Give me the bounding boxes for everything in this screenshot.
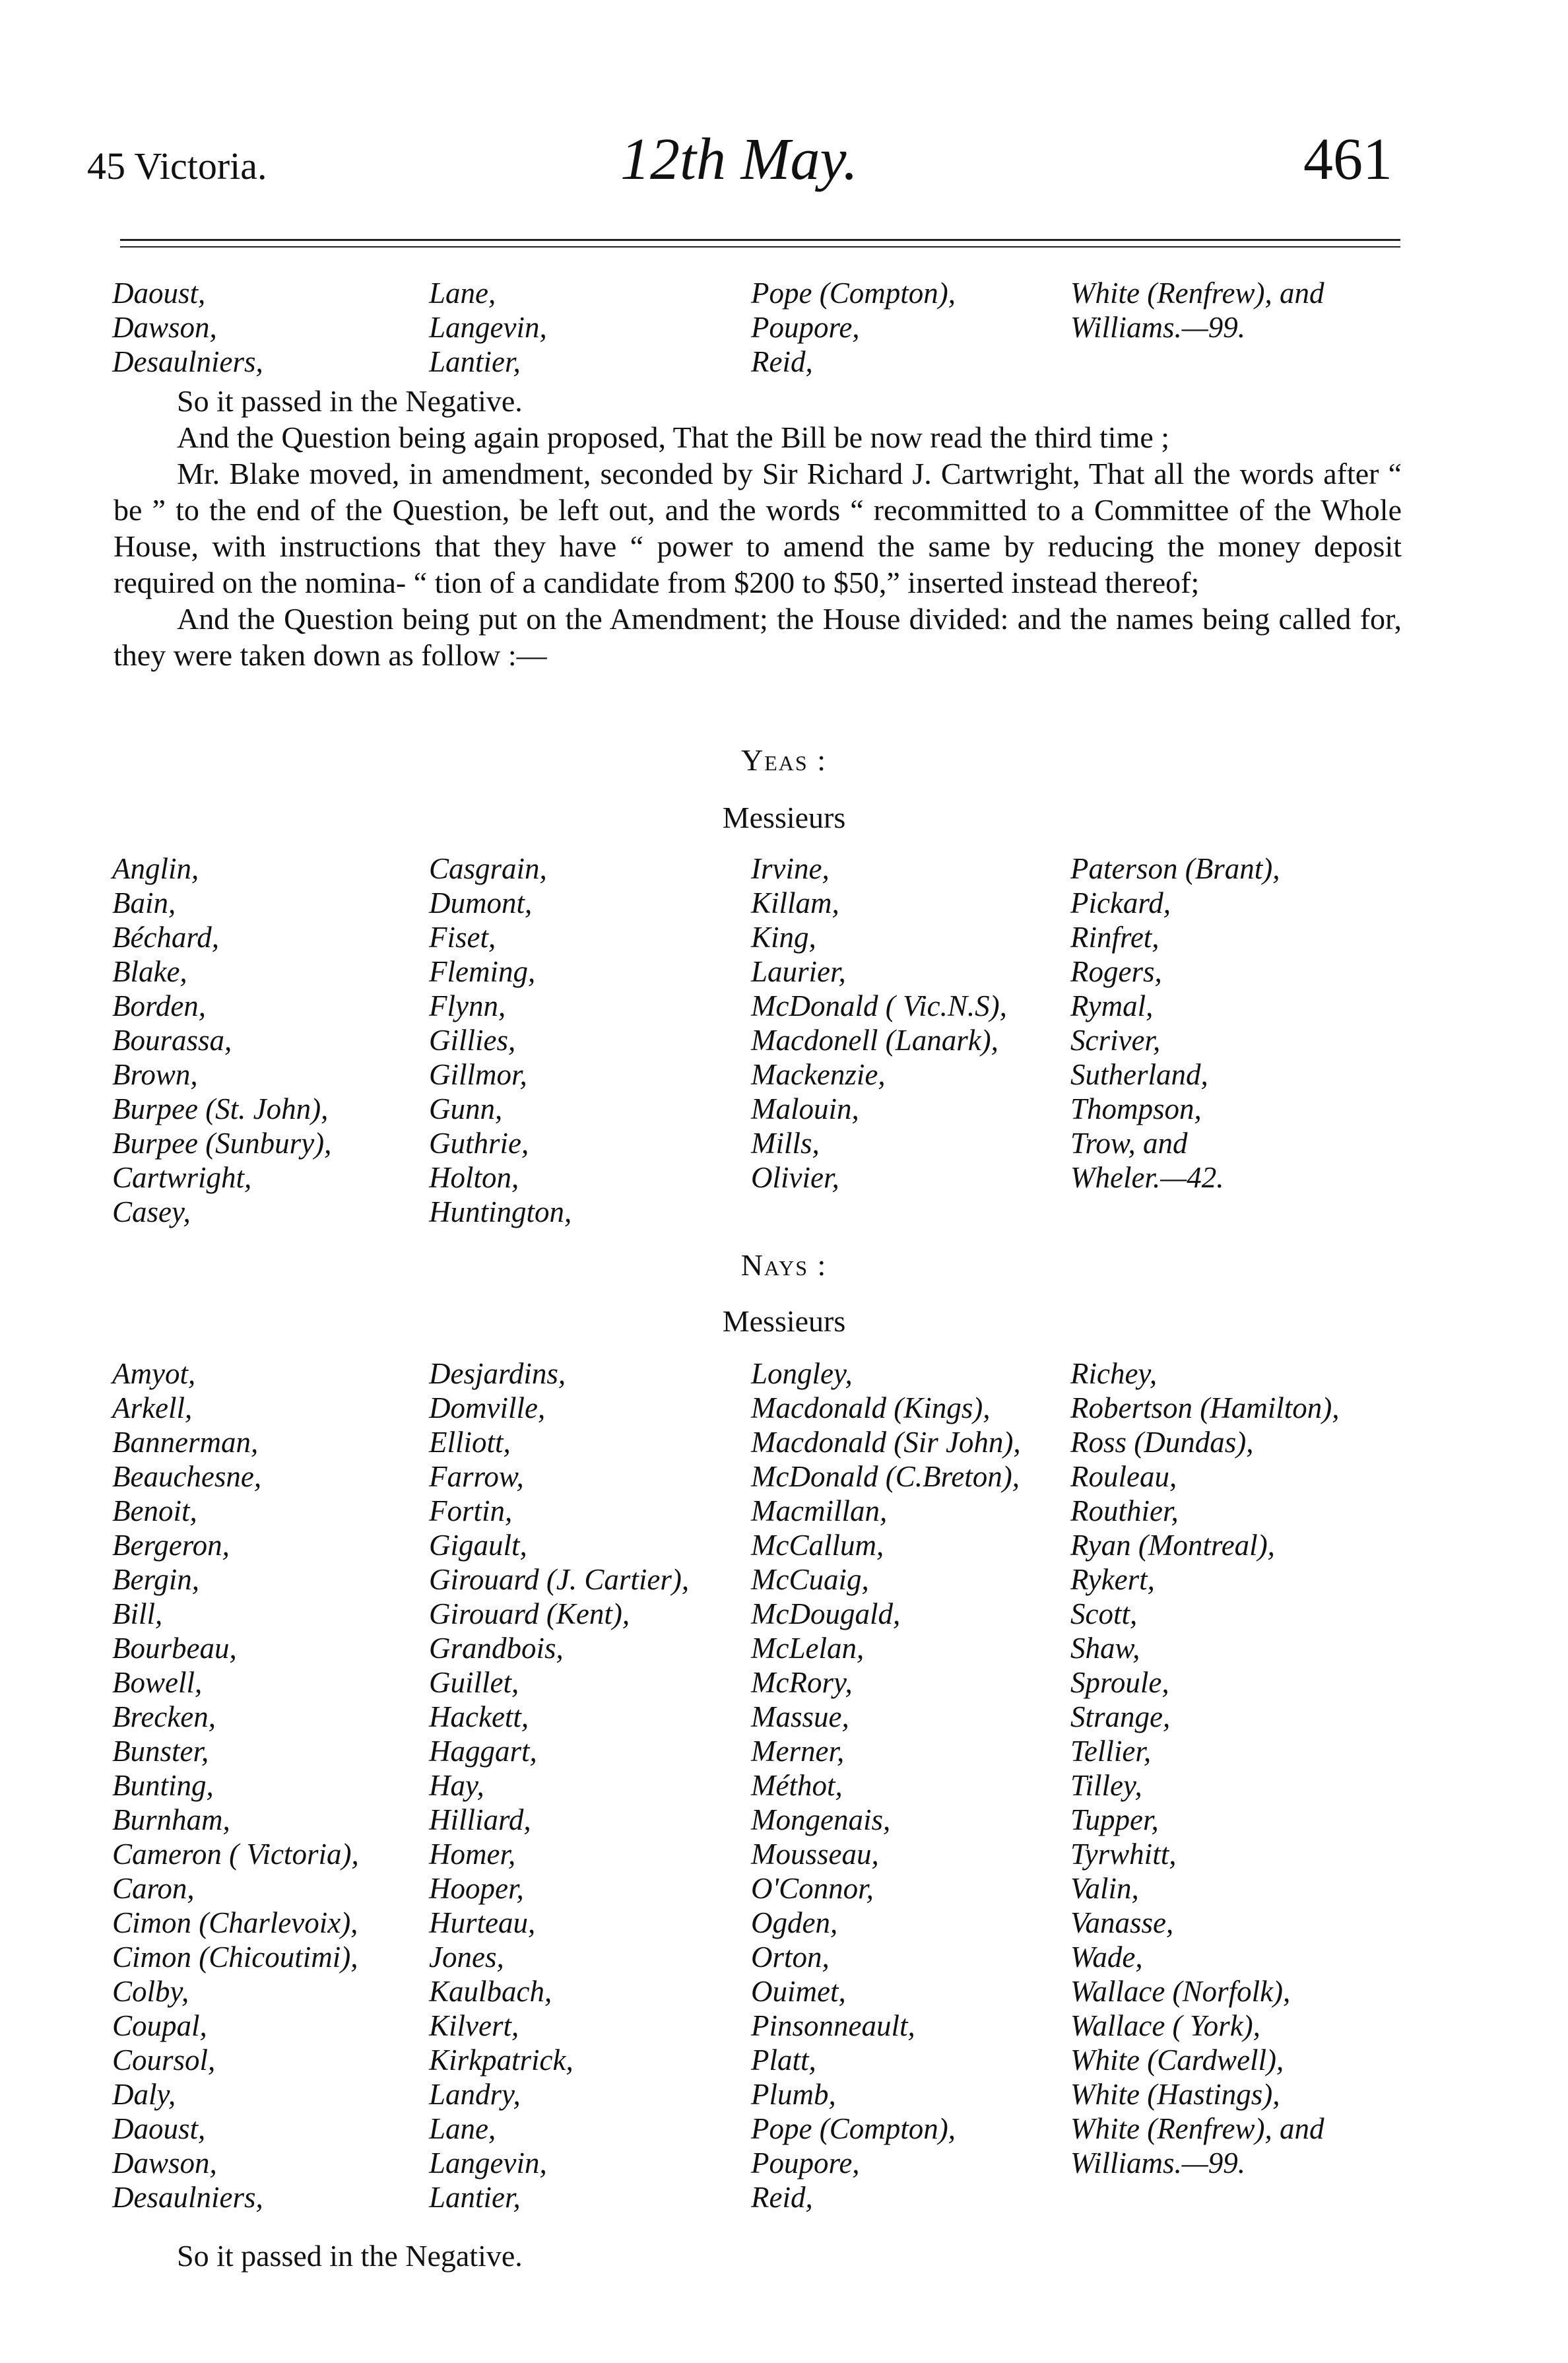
member-name: Wallace ( York), bbox=[1070, 2009, 1260, 2042]
member-name: Williams.—99. bbox=[1070, 311, 1246, 344]
member-name: Tilley, bbox=[1070, 1769, 1142, 1802]
member-name: Tellier, bbox=[1070, 1735, 1152, 1768]
member-name: Colby, bbox=[112, 1975, 189, 2008]
member-name: Blake, bbox=[112, 955, 187, 988]
member-name: Langevin, bbox=[429, 311, 547, 344]
member-name: Hay, bbox=[429, 1769, 484, 1802]
member-name: Ross (Dundas), bbox=[1070, 1426, 1254, 1459]
member-name: Cartwright, bbox=[112, 1161, 252, 1194]
member-name: White (Cardwell), bbox=[1070, 2044, 1284, 2077]
member-name: Fortin, bbox=[429, 1494, 513, 1527]
member-name: Shaw, bbox=[1070, 1632, 1140, 1665]
member-name: Desaulniers, bbox=[112, 345, 263, 378]
member-name: Burpee (St. John), bbox=[112, 1092, 329, 1125]
member-name: Domville, bbox=[429, 1391, 546, 1424]
continued-names-list bbox=[112, 276, 1425, 379]
member-name: White (Renfrew), and bbox=[1070, 2112, 1324, 2145]
member-name: Mills, bbox=[751, 1127, 820, 1160]
member-name: Coupal, bbox=[112, 2009, 207, 2042]
header-rule-top bbox=[120, 239, 1400, 241]
name-column bbox=[429, 851, 751, 1229]
member-name: Hooper, bbox=[429, 1872, 524, 1905]
member-name: Reid, bbox=[751, 345, 813, 378]
member-name: Brecken, bbox=[112, 1700, 216, 1733]
member-name: Gillies, bbox=[429, 1024, 516, 1057]
member-name: Langevin, bbox=[429, 2147, 547, 2180]
member-name: Mackenzie, bbox=[751, 1058, 886, 1091]
header-date: 12th May. bbox=[620, 127, 858, 192]
member-name: Landry, bbox=[429, 2078, 521, 2111]
member-name: Plumb, bbox=[751, 2078, 836, 2111]
member-name: Sutherland, bbox=[1070, 1058, 1208, 1091]
member-name: King, bbox=[751, 921, 816, 954]
member-name: Pope (Compton), bbox=[751, 2112, 956, 2145]
member-name: Bannerman, bbox=[112, 1426, 259, 1459]
member-name: Ogden, bbox=[751, 1906, 838, 1939]
name-column bbox=[1070, 1356, 1427, 2214]
member-name: Daoust, bbox=[112, 2112, 206, 2145]
member-name: Benoit, bbox=[112, 1494, 197, 1527]
name-column bbox=[1070, 276, 1427, 379]
yeas-heading: Yeas : bbox=[741, 743, 827, 777]
member-name: Lane, bbox=[429, 277, 496, 310]
member-name: Wheler.—42. bbox=[1070, 1161, 1224, 1194]
name-column bbox=[429, 276, 751, 379]
member-name: Longley, bbox=[751, 1357, 853, 1390]
member-name: Daoust, bbox=[112, 277, 206, 310]
member-name: Burnham, bbox=[112, 1803, 230, 1836]
member-name: White (Renfrew), and bbox=[1070, 277, 1324, 310]
member-name: Kilvert, bbox=[429, 2009, 519, 2042]
member-name: Méthot, bbox=[751, 1769, 843, 1802]
member-name: Cameron ( Victoria), bbox=[112, 1838, 359, 1871]
nays-heading: Nays : bbox=[740, 1248, 828, 1282]
name-column bbox=[112, 276, 429, 379]
member-name: McCuaig, bbox=[751, 1563, 869, 1596]
member-name: Huntington, bbox=[429, 1195, 572, 1228]
member-name: Macmillan, bbox=[751, 1494, 888, 1527]
member-name: Fiset, bbox=[429, 921, 496, 954]
member-name: Merner, bbox=[751, 1735, 845, 1768]
member-name: Wallace (Norfolk), bbox=[1070, 1975, 1291, 2008]
member-name: Trow, and bbox=[1070, 1127, 1188, 1160]
member-name: Gillmor, bbox=[429, 1058, 527, 1091]
member-name: Brown, bbox=[112, 1058, 198, 1091]
member-name: Bain, bbox=[112, 886, 176, 919]
member-name: Poupore, bbox=[751, 311, 860, 344]
member-name: Hilliard, bbox=[429, 1803, 531, 1836]
member-name: Wade, bbox=[1070, 1941, 1143, 1974]
member-name: Guthrie, bbox=[429, 1127, 529, 1160]
header-session: 45 Victoria. bbox=[87, 145, 267, 187]
member-name: Girouard (Kent), bbox=[429, 1597, 630, 1630]
member-name: Bergin, bbox=[112, 1563, 200, 1596]
member-name: Paterson (Brant), bbox=[1070, 852, 1280, 885]
member-name: Massue, bbox=[751, 1700, 849, 1733]
member-name: Bergeron, bbox=[112, 1529, 230, 1562]
paragraph-question: And the Question being again proposed, That the Bill be now read the third time ; bbox=[177, 420, 1170, 454]
proceedings-text bbox=[114, 383, 1402, 673]
member-name: Daly, bbox=[112, 2078, 176, 2111]
member-name: McCallum, bbox=[751, 1529, 884, 1562]
member-name: Killam, bbox=[751, 886, 839, 919]
member-name: Olivier, bbox=[751, 1161, 839, 1194]
member-name: Orton, bbox=[751, 1941, 830, 1974]
member-name: Elliott, bbox=[429, 1426, 511, 1459]
member-name: Grandbois, bbox=[429, 1632, 564, 1665]
member-name: Girouard (J. Cartier), bbox=[429, 1563, 690, 1596]
member-name: Homer, bbox=[429, 1838, 516, 1871]
member-name: Kaulbach, bbox=[429, 1975, 552, 2008]
member-name: Thompson, bbox=[1070, 1092, 1202, 1125]
member-name: Kirkpatrick, bbox=[429, 2044, 573, 2077]
member-name: Holton, bbox=[429, 1161, 519, 1194]
member-name: Amyot, bbox=[112, 1357, 196, 1390]
member-name: Caron, bbox=[112, 1872, 195, 1905]
member-name: Guillet, bbox=[429, 1666, 519, 1699]
member-name: Gunn, bbox=[429, 1092, 503, 1125]
member-name: Bunting, bbox=[112, 1769, 214, 1802]
member-name: Pinsonneault, bbox=[751, 2009, 915, 2042]
member-name: Strange, bbox=[1070, 1700, 1171, 1733]
member-name: Jones, bbox=[429, 1941, 504, 1974]
member-name: Dumont, bbox=[429, 886, 533, 919]
member-name: Casgrain, bbox=[429, 852, 547, 885]
member-name: Mousseau, bbox=[751, 1838, 879, 1871]
member-name: Ryan (Montreal), bbox=[1070, 1529, 1275, 1562]
member-name: Platt, bbox=[751, 2044, 816, 2077]
name-column bbox=[751, 1356, 1070, 2214]
yeas-names-list bbox=[112, 851, 1425, 1229]
member-name: Bourassa, bbox=[112, 1024, 232, 1057]
member-name: Williams.—99. bbox=[1070, 2147, 1246, 2180]
member-name: Beauchesne, bbox=[112, 1460, 262, 1493]
paragraph-amendment: Mr. Blake moved, in amendment, seconded by Sir Richard J. Cartwright, That all the words after “ be ” to the end of the Question, be left out, and the words “ recommitted to a Committee of the Whole House, with instructions that they have “ power to amend the same by reducing the money deposit required on the nomina- “ tion of a candidate from $200 to $50,” inserted instead thereof; bbox=[114, 457, 1402, 599]
member-name: Valin, bbox=[1070, 1872, 1139, 1905]
member-name: Bowell, bbox=[112, 1666, 203, 1699]
member-name: Bunster, bbox=[112, 1735, 209, 1768]
name-column bbox=[429, 1356, 751, 2214]
member-name: Dawson, bbox=[112, 311, 217, 344]
member-name: Bill, bbox=[112, 1597, 163, 1630]
member-name: Reid, bbox=[751, 2181, 813, 2214]
member-name: Tupper, bbox=[1070, 1803, 1159, 1836]
member-name: Routhier, bbox=[1070, 1494, 1179, 1527]
member-name: Casey, bbox=[112, 1195, 191, 1228]
member-name: McRory, bbox=[751, 1666, 853, 1699]
member-name: Irvine, bbox=[751, 852, 830, 885]
paragraph-negative: So it passed in the Negative. bbox=[177, 384, 523, 418]
header-rule-bottom bbox=[120, 246, 1400, 248]
name-column bbox=[751, 851, 1070, 1229]
paragraph-division: And the Question being put on the Amendment; the House divided: and the names being called for, they were taken down as follow :— bbox=[114, 602, 1402, 672]
member-name: McDonald (C.Breton), bbox=[751, 1460, 1020, 1493]
member-name: Arkell, bbox=[112, 1391, 193, 1424]
member-name: Rinfret, bbox=[1070, 921, 1160, 954]
member-name: McDonald ( Vic.N.S), bbox=[751, 989, 1007, 1022]
member-name: Rymal, bbox=[1070, 989, 1154, 1022]
member-name: Macdonell (Lanark), bbox=[751, 1024, 998, 1057]
member-name: Desaulniers, bbox=[112, 2181, 263, 2214]
member-name: Coursol, bbox=[112, 2044, 216, 2077]
member-name: McLelan, bbox=[751, 1632, 865, 1665]
member-name: McDougald, bbox=[751, 1597, 901, 1630]
name-column bbox=[112, 1356, 429, 2214]
member-name: Lantier, bbox=[429, 2181, 521, 2214]
member-name: Cimon (Chicoutimi), bbox=[112, 1941, 358, 1974]
member-name: Haggart, bbox=[429, 1735, 537, 1768]
page-number: 461 bbox=[1303, 127, 1392, 192]
member-name: Vanasse, bbox=[1070, 1906, 1174, 1939]
member-name: O'Connor, bbox=[751, 1872, 874, 1905]
yeas-messieurs: Messieurs bbox=[722, 801, 846, 834]
nays-messieurs: Messieurs bbox=[722, 1304, 846, 1338]
member-name: Malouin, bbox=[751, 1092, 859, 1125]
name-column bbox=[1070, 851, 1427, 1229]
closing-text bbox=[114, 2238, 1402, 2274]
member-name: Fleming, bbox=[429, 955, 536, 988]
paragraph-closing: So it passed in the Negative. bbox=[177, 2239, 523, 2273]
member-name: Scott, bbox=[1070, 1597, 1138, 1630]
member-name: Burpee (Sunbury), bbox=[112, 1127, 332, 1160]
name-column bbox=[112, 851, 429, 1229]
member-name: Macdonald (Kings), bbox=[751, 1391, 991, 1424]
member-name: Anglin, bbox=[112, 852, 199, 885]
member-name: Mongenais, bbox=[751, 1803, 891, 1836]
member-name: White (Hastings), bbox=[1070, 2078, 1280, 2111]
member-name: Dawson, bbox=[112, 2147, 217, 2180]
member-name: Béchard, bbox=[112, 921, 220, 954]
name-column bbox=[751, 276, 1070, 379]
member-name: Rogers, bbox=[1070, 955, 1162, 988]
member-name: Robertson (Hamilton), bbox=[1070, 1391, 1340, 1424]
member-name: Ouimet, bbox=[751, 1975, 846, 2008]
member-name: Tyrwhitt, bbox=[1070, 1838, 1177, 1871]
nays-names-list bbox=[112, 1356, 1425, 2214]
member-name: Hackett, bbox=[429, 1700, 529, 1733]
member-name: Richey, bbox=[1070, 1357, 1158, 1390]
member-name: Flynn, bbox=[429, 989, 506, 1022]
member-name: Poupore, bbox=[751, 2147, 860, 2180]
member-name: Sproule, bbox=[1070, 1666, 1169, 1699]
member-name: Lane, bbox=[429, 2112, 496, 2145]
member-name: Farrow, bbox=[429, 1460, 524, 1493]
member-name: Gigault, bbox=[429, 1529, 527, 1562]
member-name: Lantier, bbox=[429, 345, 521, 378]
member-name: Scriver, bbox=[1070, 1024, 1161, 1057]
member-name: Rykert, bbox=[1070, 1563, 1155, 1596]
member-name: Laurier, bbox=[751, 955, 846, 988]
member-name: Bourbeau, bbox=[112, 1632, 237, 1665]
member-name: Pope (Compton), bbox=[751, 277, 956, 310]
member-name: Rouleau, bbox=[1070, 1460, 1177, 1493]
member-name: Pickard, bbox=[1070, 886, 1171, 919]
member-name: Hurteau, bbox=[429, 1906, 536, 1939]
member-name: Macdonald (Sir John), bbox=[751, 1426, 1021, 1459]
member-name: Borden, bbox=[112, 989, 207, 1022]
member-name: Desjardins, bbox=[429, 1357, 566, 1390]
member-name: Cimon (Charlevoix), bbox=[112, 1906, 358, 1939]
